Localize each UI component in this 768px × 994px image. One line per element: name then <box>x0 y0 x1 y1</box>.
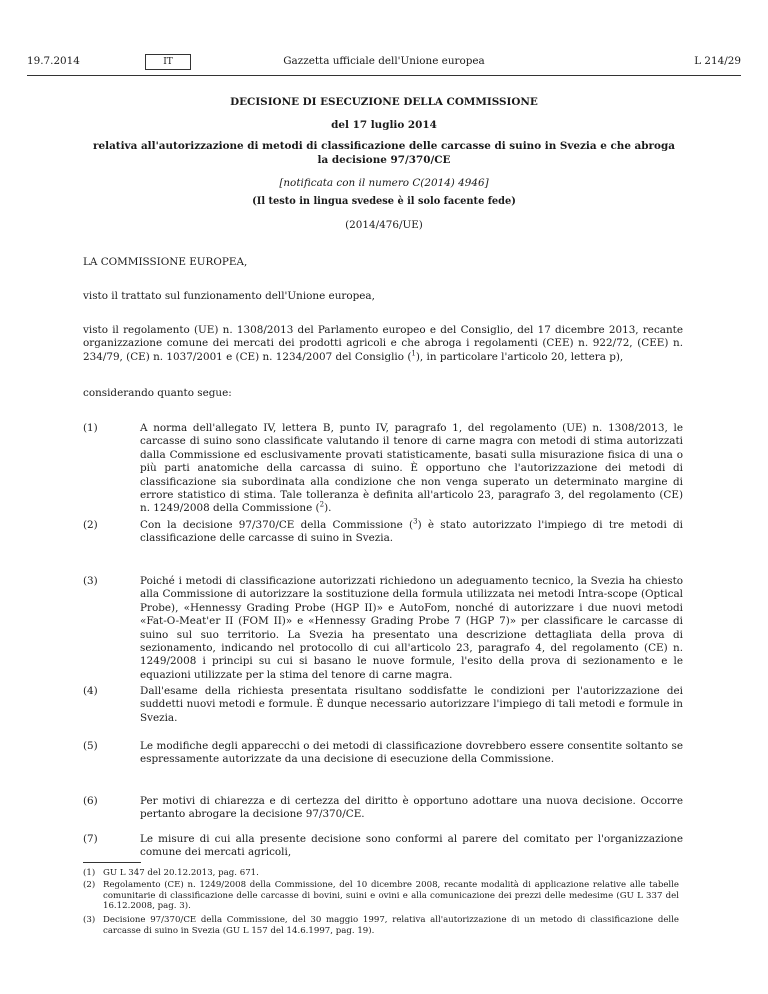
preamble-considering: considerando quanto segue: <box>83 387 232 399</box>
recital-number: (1) <box>83 422 98 434</box>
decision-title: DECISIONE DI ESECUZIONE DELLA COMMISSIONE <box>230 96 538 108</box>
recital-text: Dall'esame della richiesta presentata risultano soddisfatte le condizioni per l'autorizzazione dei suddetti nuovi metodi e formule. È dunque necessario autorizzare l'impiego di tali metodi e formule in Svezia. <box>140 685 683 724</box>
preamble-commission: LA COMMISSIONE EUROPEA, <box>83 256 248 268</box>
decision-subject: relativa all'autorizzazione di metodi di classificazione delle carcasse di suino in Svezia e che abroga la decisione 97/370/CE <box>93 140 675 166</box>
page-header <box>27 55 741 75</box>
header-date: 19.7.2014 <box>27 55 80 67</box>
footnote-mark: (3) <box>83 915 96 925</box>
footnote-text: GU L 347 del 20.12.2013, pag. 671. <box>103 868 259 878</box>
preamble-regulation: visto il regolamento (UE) n. 1308/2013 del Parlamento europeo e del Consiglio, del 17 dicembre 2013, recante organizzazione comune dei mercati dei prodotti agricoli e che abroga i regolamenti (CEE) n. 922/72, (CEE) n. 234/79, (CE) n. 1037/2001 e (CE) n. 1234/2007 del Consiglio ($^1$), in particolare l'articolo 20, lettera p), <box>83 324 683 363</box>
recital-text: A norma dell'allegato IV, lettera B, punto IV, paragrafo 1, del regolamento (UE) n. 1308/2013, le carcasse di suino sono classificate valutando il tenore di carne magra con metodi di stima autorizzati dalla Commissione ed esclusivamente provati statisticamente, basati sulla misurazione fisica di una o più parti anatomiche della carcassa di suino. È opportuno che l'autorizzazione dei metodi di classificazione sia subordinata alla condizione che non venga superato un determinato margine di errore statistico di stima. Tale tolleranza è definita all'articolo 23, paragrafo 3, del regolamento (CE) n. 1249/2008 della Commissione ($^2$). <box>140 422 683 515</box>
footnote-text: Regolamento (CE) n. 1249/2008 della Commissione, del 10 dicembre 2008, recante modalità di applicazione relative alle tabelle comunitarie di classificazione delle carcasse di bovini, suini e ovini e alla comunicazione dei prezzi delle medesime (GU L 337 del 16.12.2008, pag. 3). <box>103 880 679 912</box>
recital-text: Poiché i metodi di classificazione autorizzati richiedono un adeguamento tecnico, la Svezia ha chiesto alla Commissione di autorizzare la sostituzione della formula utilizzata nei metodi Intra-scope (Optical Probe), «Hennessy Grading Probe (HGP II)» e AutoFom, nonché di autorizzare i due nuovi metodi «Fat-O-Meat'er II (FOM II)» e «Hennessy Grading Probe 7 (HGP 7)» per classificare le carcasse di suino sul suo territorio. La Svezia ha presentato una descrizione dettagliata della prova di sezionamento, indicando nel protocollo di cui all'articolo 23, paragrafo 4, del regolamento (CE) n. 1249/2008 i principi su cui si basano le nuove formule, l'esito della prova di sezionamento e le equazioni utilizzate per la stima del tenore di carne magra. <box>140 575 683 681</box>
page-number: L 214/29 <box>694 55 741 67</box>
recital-number: (5) <box>83 740 98 752</box>
recital-number: (6) <box>83 795 98 807</box>
recital-text: Le misure di cui alla presente decisione sono conformi al parere del comitato per l'organizzazione comune dei mercati agricoli, <box>140 833 683 859</box>
decision-date: del 17 luglio 2014 <box>331 119 437 131</box>
journal-title: Gazzetta ufficiale dell'Unione europea <box>283 55 485 67</box>
footnote-mark: (1) <box>83 868 96 878</box>
recital-number: (7) <box>83 833 98 845</box>
authentic-language-note: (Il testo in lingua svedese è il solo facente fede) <box>252 196 516 207</box>
recital-number: (4) <box>83 685 98 697</box>
footnote-mark: (2) <box>83 880 96 890</box>
notification-number: [notificata con il numero C(2014) 4946] <box>279 177 489 189</box>
recital-text: Con la decisione 97/370/CE della Commissione ($^3$) è stato autorizzato l'impiego di tre metodi di classificazione delle carcasse di suino in Svezia. <box>140 517 683 545</box>
preamble-treaty: visto il trattato sul funzionamento dell'Unione europea, <box>83 290 375 302</box>
recital-text: Per motivi di chiarezza e di certezza del diritto è opportuno adottare una nuova decisione. Occorre pertanto abrogare la decisione 97/370/CE. <box>140 795 683 821</box>
recital-number: (3) <box>83 575 98 587</box>
recital-number: (2) <box>83 519 98 531</box>
recital-text: Le modifiche degli apparecchi o dei metodi di classificazione dovrebbero essere consentite soltanto se espressamente autorizzate da una decisione di esecuzione della Commissione. <box>140 740 683 766</box>
decision-reference: (2014/476/UE) <box>345 219 423 231</box>
footnote-ref[interactable]: 3 <box>413 517 418 526</box>
language-badge: IT <box>145 54 191 70</box>
footnote-text: Decisione 97/370/CE della Commissione, del 30 maggio 1997, relativa all'autorizzazione di un metodo di classificazione delle carcasse di suino in Svezia (GU L 157 del 14.6.1997, pag. 19). <box>103 915 679 936</box>
footnote-ref[interactable]: 2 <box>319 500 325 509</box>
header-rule <box>27 75 741 76</box>
footnote-ref[interactable]: 1 <box>411 349 416 358</box>
footnote-rule <box>83 862 141 863</box>
